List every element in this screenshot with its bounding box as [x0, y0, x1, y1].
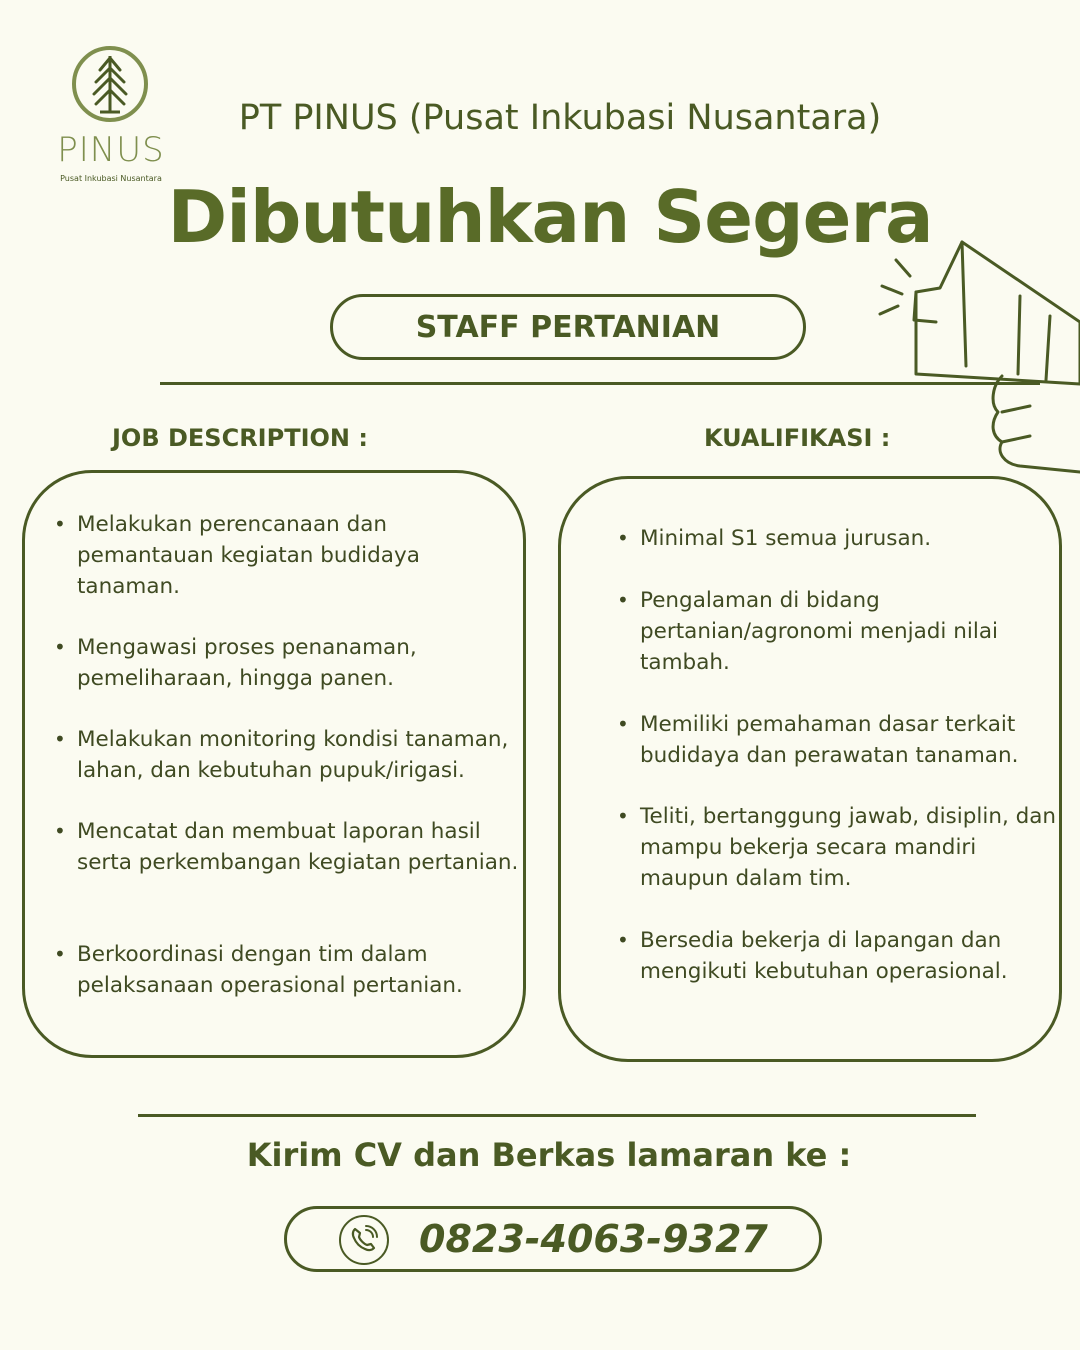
megaphone-icon [870, 236, 1080, 476]
headline: Dibutuhkan Segera [167, 175, 933, 259]
list-item: • Melakukan monitoring kondisi tanaman, lahan, dan kebutuhan pupuk/irigasi. [54, 727, 509, 783]
list-item: • Bersedia bekerja di lapangan dan mengikuti kebutuhan operasional. [617, 928, 1008, 984]
call-to-action: Kirim CV dan Berkas lamaran ke : [246, 1136, 852, 1174]
company-logo [56, 42, 166, 187]
phone-badge[interactable] [284, 1206, 822, 1272]
list-item: • Mengawasi proses penanaman, pemeliharaan, hingga panen. [54, 635, 417, 691]
company-name: PT PINUS (Pusat Inkubasi Nusantara) [238, 98, 882, 138]
phone-icon [339, 1215, 389, 1265]
list-item: • Minimal S1 semua jurusan. [617, 526, 932, 551]
list-item: • Teliti, bertanggung jawab, disiplin, dan mampu bekerja secara mandiri maupun dalam tim. [617, 804, 1057, 891]
phone-number[interactable]: 0823-4063-9327 [419, 1217, 768, 1261]
list-item: • Pengalaman di bidang pertanian/agronomi menjadi nilai tambah. [617, 588, 998, 675]
pine-tree-icon [70, 44, 150, 124]
logo-wordmark: PINUS [57, 130, 165, 170]
qualifications-heading: KUALIFIKASI : [704, 424, 891, 452]
divider [138, 1114, 976, 1117]
position-badge [330, 294, 806, 360]
job-description-heading: JOB DESCRIPTION : [112, 424, 368, 452]
list-item: • Memiliki pemahaman dasar terkait budidaya dan perawatan tanaman. [617, 712, 1019, 768]
position-title: STAFF PERTANIAN [415, 309, 721, 345]
list-item: • Mencatat dan membuat laporan hasil serta perkembangan kegiatan pertanian. [54, 819, 519, 875]
divider [160, 382, 1040, 385]
logo-subtitle: Pusat Inkubasi Nusantara [60, 174, 162, 183]
list-item: • Berkoordinasi dengan tim dalam pelaksanaan operasional pertanian. [54, 942, 463, 998]
list-item: • Melakukan perencanaan dan pemantauan kegiatan budidaya tanaman. [54, 512, 420, 599]
